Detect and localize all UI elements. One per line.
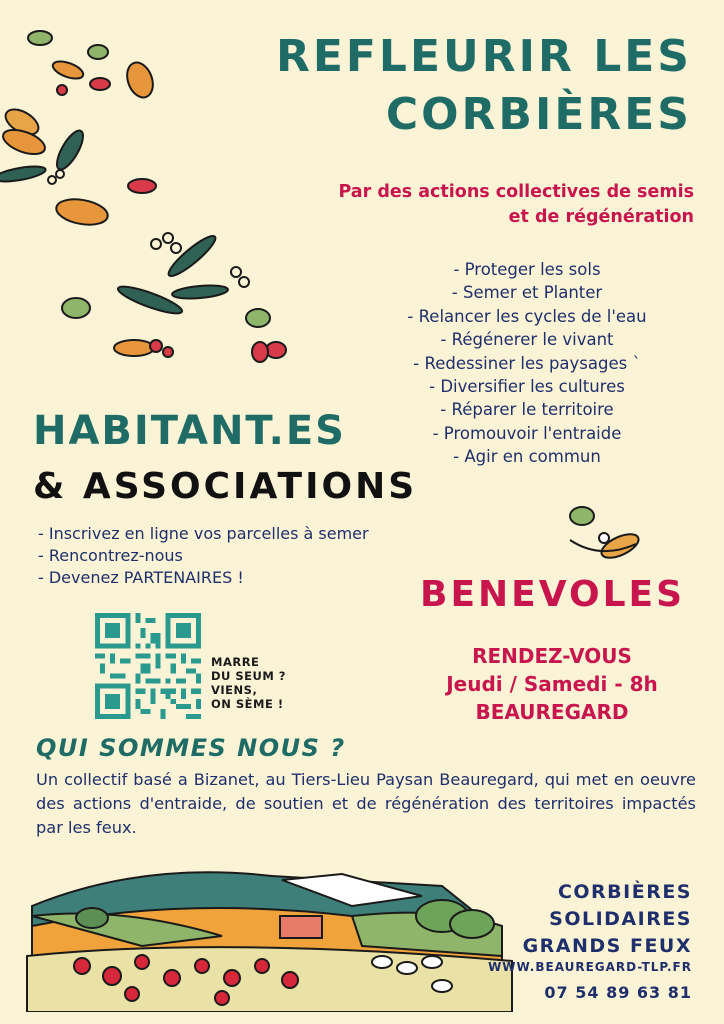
title-line-2: CORBIÈRES <box>385 89 692 140</box>
org-line: CORBIÈRES <box>557 881 692 903</box>
org-line: GRANDS FEUX <box>522 935 692 957</box>
qr-caption-line: VIENS, <box>211 683 258 697</box>
organization-name <box>492 879 692 960</box>
associations-heading: & ASSOCIATIONS <box>33 466 418 507</box>
org-line: SOLIDAIRES <box>549 908 692 930</box>
phone-number[interactable]: 07 54 89 63 81 <box>544 983 692 1002</box>
subtitle <box>234 180 694 230</box>
landscape-illustration <box>22 866 522 1012</box>
habitants-list <box>38 523 369 589</box>
list-item: - Promouvoir l'entraide <box>432 423 622 443</box>
website-link[interactable]: WWW.BEAUREGARD-TLP.FR <box>488 960 692 974</box>
list-item: - Agir en commun <box>453 447 601 467</box>
list-item: - Rencontrez-nous <box>38 546 183 565</box>
about-text: Un collectif basé a Bizanet, au Tiers-Lieu Paysan Beauregard, qui met en oeuvre des actions d'entraide, de soutien et de régénération des territoires impactés par les feux. <box>36 770 696 837</box>
qr-caption-line: MARRE <box>211 655 260 669</box>
subtitle-line-2: et de régénération <box>508 207 694 227</box>
rendezvous-label: RENDEZ-VOUS <box>472 644 632 668</box>
qr-caption-line: DU SEUM ? <box>211 669 286 683</box>
rendezvous-block <box>402 642 702 726</box>
qr-caption <box>211 655 286 711</box>
subtitle-line-1: Par des actions collectives de semis <box>338 182 694 202</box>
benevoles-heading: BENEVOLES <box>420 574 686 615</box>
list-item: - Régénerer le vivant <box>440 330 614 350</box>
habitants-heading: HABITANT.ES <box>33 408 346 454</box>
list-item: - Inscrivez en ligne vos parcelles à semer <box>38 524 369 543</box>
list-item: - Réparer le territoire <box>440 400 614 420</box>
list-item: - Semer et Planter <box>451 283 603 303</box>
qr-code[interactable] <box>95 613 201 719</box>
page-title <box>212 28 692 144</box>
rendezvous-schedule: Jeudi / Samedi - 8h <box>446 672 658 696</box>
list-item: - Proteger les sols <box>453 260 601 279</box>
list-item: - Devenez PARTENAIRES ! <box>38 568 244 587</box>
actions-list <box>364 258 690 469</box>
rendezvous-place: BEAUREGARD <box>475 700 629 724</box>
title-line-1: REFLEURIR LES <box>275 31 692 82</box>
seed-pod-illustration <box>560 500 660 580</box>
about-heading: QUI SOMMES NOUS ? <box>36 734 346 762</box>
list-item: - Redessiner les paysages ` <box>413 353 641 373</box>
list-item: - Relancer les cycles de l'eau <box>407 306 647 326</box>
qr-caption-line: ON SÈME ! <box>211 697 284 711</box>
list-item: - Diversifier les cultures <box>429 377 625 397</box>
